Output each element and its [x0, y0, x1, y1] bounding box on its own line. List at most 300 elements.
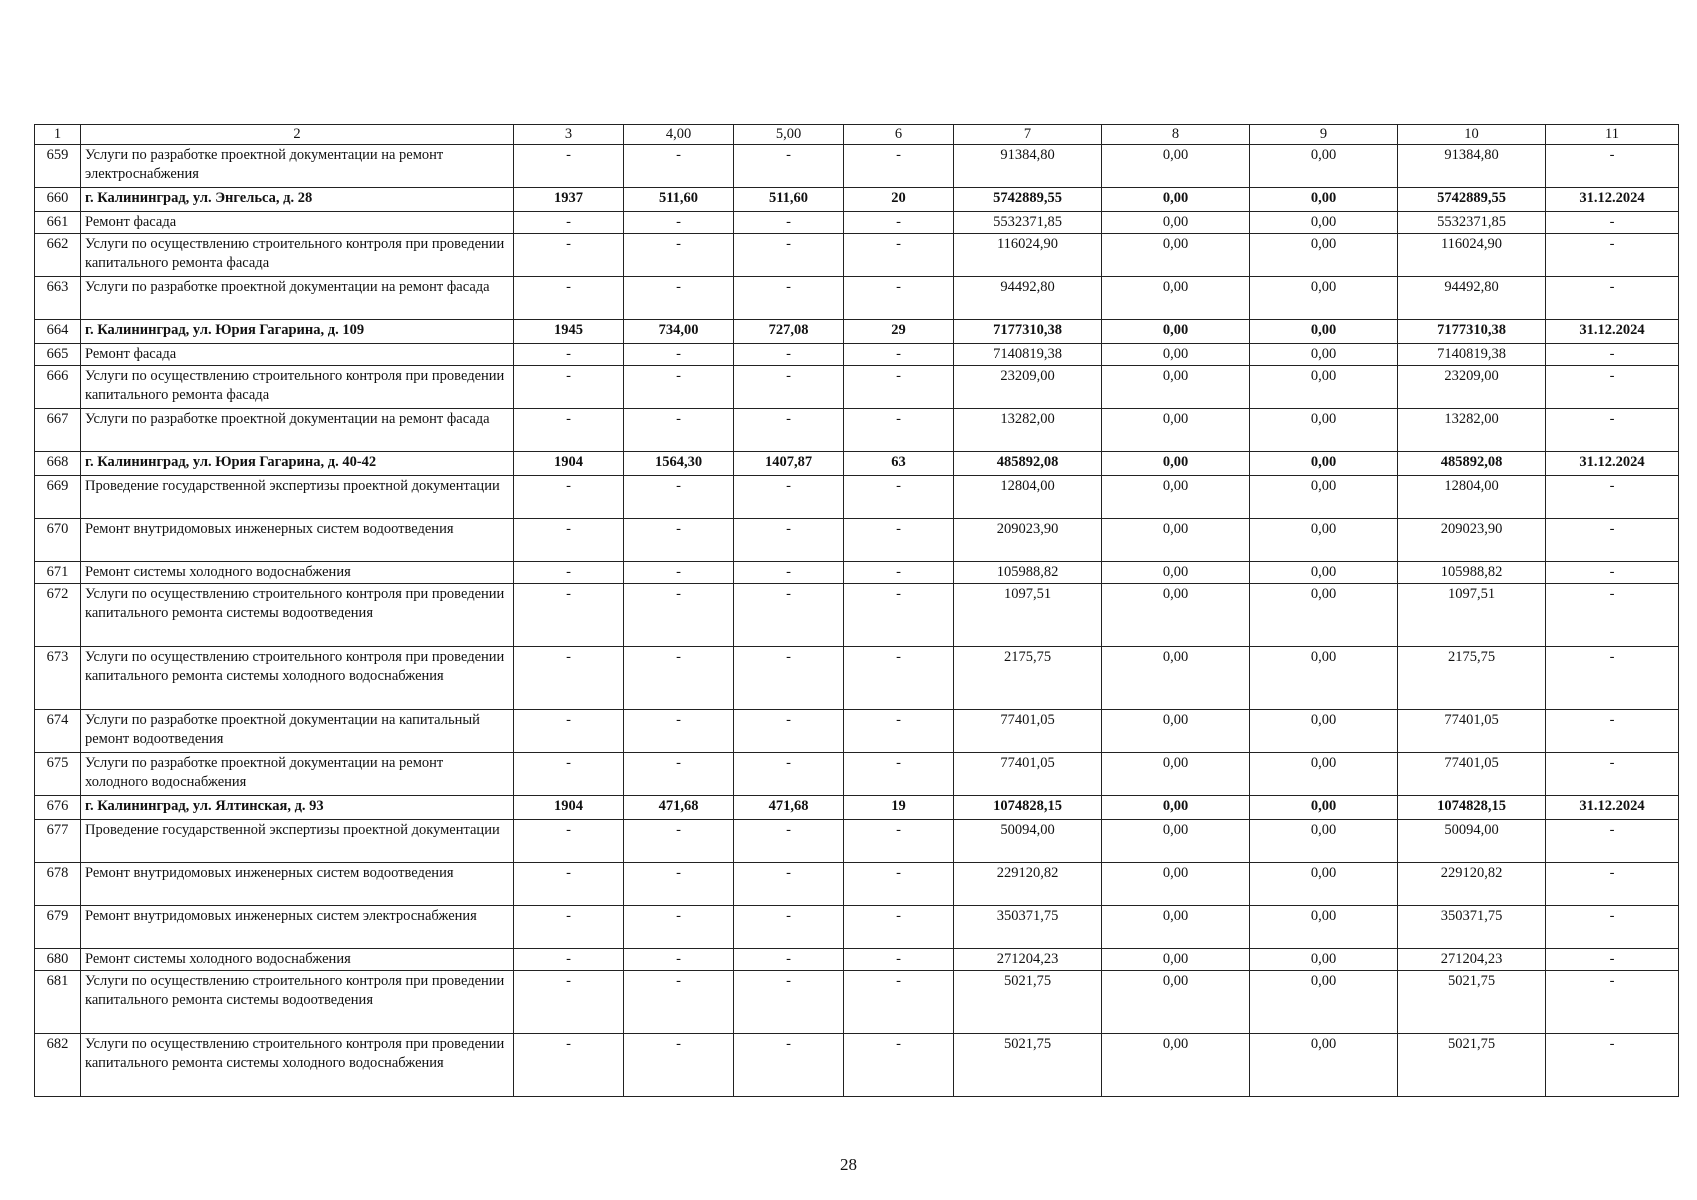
cost-col8-cell: 0,00 — [1102, 1034, 1250, 1097]
area-total-cell: - — [624, 234, 734, 277]
cost-col8-cell: 0,00 — [1102, 188, 1250, 212]
cost-col10-cell: 5021,75 — [1398, 1034, 1546, 1097]
cost-total-cell: 105988,82 — [954, 562, 1102, 584]
area-living-cell: - — [734, 863, 844, 906]
deadline-cell: - — [1546, 647, 1679, 710]
year-cell: 1945 — [514, 320, 624, 344]
cost-total-cell: 2175,75 — [954, 647, 1102, 710]
cost-col8-cell: 0,00 — [1102, 409, 1250, 452]
cost-col9-cell: 0,00 — [1250, 519, 1398, 562]
cost-col8-cell: 0,00 — [1102, 320, 1250, 344]
cost-col9-cell: 0,00 — [1250, 820, 1398, 863]
cost-col10-cell: 50094,00 — [1398, 820, 1546, 863]
area-total-cell: - — [624, 971, 734, 1034]
deadline-cell: - — [1546, 863, 1679, 906]
residents-cell: - — [844, 409, 954, 452]
year-cell: - — [514, 234, 624, 277]
deadline-cell: - — [1546, 234, 1679, 277]
cost-col8-cell: 0,00 — [1102, 476, 1250, 519]
cost-col9-cell: 0,00 — [1250, 971, 1398, 1034]
row-number: 675 — [35, 753, 81, 796]
row-number: 672 — [35, 584, 81, 647]
cost-col10-cell: 271204,23 — [1398, 949, 1546, 971]
work-description: Ремонт фасада — [81, 344, 514, 366]
cost-col9-cell: 0,00 — [1250, 584, 1398, 647]
work-description: Услуги по осуществлению строительного контроля при проведении капитального ремонта системы водоотведения — [81, 584, 514, 647]
cost-col9-cell: 0,00 — [1250, 452, 1398, 476]
cost-col8-cell: 0,00 — [1102, 145, 1250, 188]
cost-col8-cell: 0,00 — [1102, 710, 1250, 753]
work-description: Услуги по осуществлению строительного контроля при проведении капитального ремонта фасада — [81, 234, 514, 277]
page-number: 28 — [840, 1155, 857, 1174]
area-total-cell: - — [624, 476, 734, 519]
column-header: 9 — [1250, 125, 1398, 145]
row-number: 680 — [35, 949, 81, 971]
residents-cell: - — [844, 753, 954, 796]
cost-col9-cell: 0,00 — [1250, 710, 1398, 753]
deadline-cell: - — [1546, 344, 1679, 366]
area-total-cell: - — [624, 820, 734, 863]
work-description: Ремонт системы холодного водоснабжения — [81, 562, 514, 584]
year-cell: 1904 — [514, 452, 624, 476]
area-total-cell: - — [624, 344, 734, 366]
year-cell: - — [514, 906, 624, 949]
area-living-cell: - — [734, 212, 844, 234]
row-number: 663 — [35, 277, 81, 320]
cost-col10-cell: 5742889,55 — [1398, 188, 1546, 212]
area-total-cell: - — [624, 212, 734, 234]
table-row — [35, 820, 1679, 863]
row-number: 673 — [35, 647, 81, 710]
residents-cell: - — [844, 584, 954, 647]
area-living-cell: - — [734, 971, 844, 1034]
column-header: 2 — [81, 125, 514, 145]
residents-cell: - — [844, 820, 954, 863]
cost-col9-cell: 0,00 — [1250, 753, 1398, 796]
table-row — [35, 710, 1679, 753]
deadline-cell: - — [1546, 710, 1679, 753]
cost-total-cell: 77401,05 — [954, 753, 1102, 796]
cost-total-cell: 94492,80 — [954, 277, 1102, 320]
residents-cell: - — [844, 1034, 954, 1097]
area-living-cell: - — [734, 409, 844, 452]
cost-col8-cell: 0,00 — [1102, 971, 1250, 1034]
deadline-cell: 31.12.2024 — [1546, 452, 1679, 476]
year-cell: - — [514, 971, 624, 1034]
area-living-cell: - — [734, 519, 844, 562]
table-row — [35, 584, 1679, 647]
year-cell: - — [514, 584, 624, 647]
cost-col9-cell: 0,00 — [1250, 188, 1398, 212]
row-number: 677 — [35, 820, 81, 863]
cost-total-cell: 91384,80 — [954, 145, 1102, 188]
row-number: 681 — [35, 971, 81, 1034]
work-description: Ремонт внутридомовых инженерных систем электроснабжения — [81, 906, 514, 949]
row-number: 664 — [35, 320, 81, 344]
cost-total-cell: 7140819,38 — [954, 344, 1102, 366]
residents-cell: - — [844, 562, 954, 584]
cost-col10-cell: 5021,75 — [1398, 971, 1546, 1034]
cost-col9-cell: 0,00 — [1250, 320, 1398, 344]
cost-col10-cell: 105988,82 — [1398, 562, 1546, 584]
work-description: Ремонт внутридомовых инженерных систем водоотведения — [81, 863, 514, 906]
area-living-cell: - — [734, 366, 844, 409]
row-number: 659 — [35, 145, 81, 188]
year-cell: - — [514, 863, 624, 906]
area-total-cell: - — [624, 409, 734, 452]
row-number: 676 — [35, 796, 81, 820]
cost-total-cell: 5532371,85 — [954, 212, 1102, 234]
table-header-row — [35, 125, 1679, 145]
cost-total-cell: 116024,90 — [954, 234, 1102, 277]
cost-total-cell: 209023,90 — [954, 519, 1102, 562]
cost-col8-cell: 0,00 — [1102, 647, 1250, 710]
cost-col9-cell: 0,00 — [1250, 647, 1398, 710]
deadline-cell: - — [1546, 820, 1679, 863]
cost-total-cell: 23209,00 — [954, 366, 1102, 409]
area-total-cell: - — [624, 710, 734, 753]
cost-total-cell: 271204,23 — [954, 949, 1102, 971]
year-cell: 1904 — [514, 796, 624, 820]
area-living-cell: 471,68 — [734, 796, 844, 820]
year-cell: - — [514, 710, 624, 753]
deadline-cell: - — [1546, 277, 1679, 320]
cost-total-cell: 13282,00 — [954, 409, 1102, 452]
work-description: Услуги по разработке проектной документации на ремонт фасада — [81, 409, 514, 452]
row-number: 679 — [35, 906, 81, 949]
table-row — [35, 476, 1679, 519]
work-description: Проведение государственной экспертизы проектной документации — [81, 476, 514, 519]
deadline-cell: - — [1546, 476, 1679, 519]
cost-total-cell: 1074828,15 — [954, 796, 1102, 820]
residents-cell: 19 — [844, 796, 954, 820]
area-total-cell: - — [624, 584, 734, 647]
year-cell: - — [514, 519, 624, 562]
cost-col8-cell: 0,00 — [1102, 344, 1250, 366]
work-description: Ремонт системы холодного водоснабжения — [81, 949, 514, 971]
area-living-cell: 511,60 — [734, 188, 844, 212]
cost-total-cell: 7177310,38 — [954, 320, 1102, 344]
area-total-cell: 471,68 — [624, 796, 734, 820]
row-number: 682 — [35, 1034, 81, 1097]
year-cell: - — [514, 409, 624, 452]
cost-total-cell: 5021,75 — [954, 971, 1102, 1034]
cost-col10-cell: 94492,80 — [1398, 277, 1546, 320]
residents-cell: 20 — [844, 188, 954, 212]
cost-col10-cell: 229120,82 — [1398, 863, 1546, 906]
residents-cell: - — [844, 863, 954, 906]
cost-col10-cell: 23209,00 — [1398, 366, 1546, 409]
cost-col9-cell: 0,00 — [1250, 344, 1398, 366]
deadline-cell: - — [1546, 971, 1679, 1034]
residents-cell: - — [844, 344, 954, 366]
cost-col8-cell: 0,00 — [1102, 584, 1250, 647]
cost-total-cell: 485892,08 — [954, 452, 1102, 476]
cost-col10-cell: 116024,90 — [1398, 234, 1546, 277]
area-total-cell: - — [624, 647, 734, 710]
area-total-cell: 1564,30 — [624, 452, 734, 476]
residents-cell: - — [844, 277, 954, 320]
cost-col10-cell: 7177310,38 — [1398, 320, 1546, 344]
deadline-cell: - — [1546, 1034, 1679, 1097]
cost-col9-cell: 0,00 — [1250, 863, 1398, 906]
work-description: Ремонт фасада — [81, 212, 514, 234]
row-number: 666 — [35, 366, 81, 409]
year-cell: - — [514, 277, 624, 320]
row-number: 670 — [35, 519, 81, 562]
work-description: Услуги по разработке проектной документации на ремонт электроснабжения — [81, 145, 514, 188]
residents-cell: - — [844, 519, 954, 562]
deadline-cell: - — [1546, 519, 1679, 562]
cost-total-cell: 5742889,55 — [954, 188, 1102, 212]
table-body — [35, 145, 1679, 1097]
table-row — [35, 863, 1679, 906]
work-description: Услуги по осуществлению строительного контроля при проведении капитального ремонта фасада — [81, 366, 514, 409]
residents-cell: - — [844, 476, 954, 519]
area-living-cell: - — [734, 277, 844, 320]
area-total-cell: - — [624, 949, 734, 971]
year-cell: - — [514, 344, 624, 366]
year-cell: - — [514, 1034, 624, 1097]
address-row — [35, 320, 1679, 344]
residents-cell: - — [844, 647, 954, 710]
area-living-cell: - — [734, 1034, 844, 1097]
work-description: Услуги по осуществлению строительного контроля при проведении капитального ремонта системы холодного водоснабжения — [81, 647, 514, 710]
area-living-cell: - — [734, 820, 844, 863]
area-living-cell: 1407,87 — [734, 452, 844, 476]
residents-cell: - — [844, 906, 954, 949]
cost-col10-cell: 2175,75 — [1398, 647, 1546, 710]
residents-cell: - — [844, 971, 954, 1034]
area-total-cell: - — [624, 863, 734, 906]
row-number: 678 — [35, 863, 81, 906]
area-living-cell: - — [734, 562, 844, 584]
deadline-cell: - — [1546, 212, 1679, 234]
deadline-cell: - — [1546, 562, 1679, 584]
residents-cell: - — [844, 145, 954, 188]
cost-col10-cell: 13282,00 — [1398, 409, 1546, 452]
area-living-cell: - — [734, 344, 844, 366]
table-row — [35, 366, 1679, 409]
column-header: 11 — [1546, 125, 1679, 145]
cost-total-cell: 5021,75 — [954, 1034, 1102, 1097]
work-description: г. Калининград, ул. Юрия Гагарина, д. 109 — [81, 320, 514, 344]
residents-cell: - — [844, 710, 954, 753]
cost-col9-cell: 0,00 — [1250, 1034, 1398, 1097]
cost-col8-cell: 0,00 — [1102, 277, 1250, 320]
column-header: 7 — [954, 125, 1102, 145]
residents-cell: 63 — [844, 452, 954, 476]
table-row — [35, 234, 1679, 277]
cost-col10-cell: 209023,90 — [1398, 519, 1546, 562]
cost-total-cell: 229120,82 — [954, 863, 1102, 906]
area-living-cell: - — [734, 584, 844, 647]
cost-col8-cell: 0,00 — [1102, 753, 1250, 796]
deadline-cell: 31.12.2024 — [1546, 796, 1679, 820]
year-cell: - — [514, 647, 624, 710]
cost-col8-cell: 0,00 — [1102, 820, 1250, 863]
cost-total-cell: 1097,51 — [954, 584, 1102, 647]
area-living-cell: - — [734, 753, 844, 796]
table-row — [35, 519, 1679, 562]
area-living-cell: - — [734, 949, 844, 971]
area-total-cell: - — [624, 906, 734, 949]
table-row — [35, 906, 1679, 949]
cost-total-cell: 77401,05 — [954, 710, 1102, 753]
cost-total-cell: 12804,00 — [954, 476, 1102, 519]
cost-col9-cell: 0,00 — [1250, 949, 1398, 971]
cost-total-cell: 350371,75 — [954, 906, 1102, 949]
area-living-cell: - — [734, 647, 844, 710]
work-description: Услуги по осуществлению строительного контроля при проведении капитального ремонта системы холодного водоснабжения — [81, 1034, 514, 1097]
area-total-cell: 511,60 — [624, 188, 734, 212]
deadline-cell: - — [1546, 366, 1679, 409]
table-row — [35, 409, 1679, 452]
year-cell: - — [514, 949, 624, 971]
cost-col10-cell: 7140819,38 — [1398, 344, 1546, 366]
row-number: 669 — [35, 476, 81, 519]
area-total-cell: - — [624, 1034, 734, 1097]
cost-col8-cell: 0,00 — [1102, 562, 1250, 584]
cost-col8-cell: 0,00 — [1102, 366, 1250, 409]
cost-col10-cell: 77401,05 — [1398, 753, 1546, 796]
cost-col9-cell: 0,00 — [1250, 212, 1398, 234]
cost-col10-cell: 1097,51 — [1398, 584, 1546, 647]
table-row — [35, 647, 1679, 710]
year-cell: - — [514, 562, 624, 584]
area-living-cell: - — [734, 234, 844, 277]
cost-col8-cell: 0,00 — [1102, 452, 1250, 476]
year-cell: - — [514, 145, 624, 188]
residents-cell: 29 — [844, 320, 954, 344]
cost-col10-cell: 485892,08 — [1398, 452, 1546, 476]
work-description: Проведение государственной экспертизы проектной документации — [81, 820, 514, 863]
table-row — [35, 562, 1679, 584]
work-description: Ремонт внутридомовых инженерных систем водоотведения — [81, 519, 514, 562]
residents-cell: - — [844, 949, 954, 971]
row-number: 662 — [35, 234, 81, 277]
cost-col10-cell: 77401,05 — [1398, 710, 1546, 753]
table-row — [35, 971, 1679, 1034]
cost-col10-cell: 1074828,15 — [1398, 796, 1546, 820]
row-number: 667 — [35, 409, 81, 452]
area-total-cell: - — [624, 366, 734, 409]
cost-col8-cell: 0,00 — [1102, 949, 1250, 971]
year-cell: - — [514, 212, 624, 234]
cost-col9-cell: 0,00 — [1250, 366, 1398, 409]
cost-col9-cell: 0,00 — [1250, 277, 1398, 320]
cost-total-cell: 50094,00 — [954, 820, 1102, 863]
area-living-cell: 727,08 — [734, 320, 844, 344]
year-cell: 1937 — [514, 188, 624, 212]
column-header: 10 — [1398, 125, 1546, 145]
cost-col8-cell: 0,00 — [1102, 234, 1250, 277]
deadline-cell: 31.12.2024 — [1546, 188, 1679, 212]
area-total-cell: - — [624, 277, 734, 320]
cost-col9-cell: 0,00 — [1250, 796, 1398, 820]
column-header: 4,00 — [624, 125, 734, 145]
deadline-cell: - — [1546, 145, 1679, 188]
cost-col10-cell: 12804,00 — [1398, 476, 1546, 519]
area-living-cell: - — [734, 710, 844, 753]
deadline-cell: 31.12.2024 — [1546, 320, 1679, 344]
residents-cell: - — [844, 366, 954, 409]
residents-cell: - — [844, 212, 954, 234]
cost-col9-cell: 0,00 — [1250, 476, 1398, 519]
column-header: 5,00 — [734, 125, 844, 145]
column-header: 1 — [35, 125, 81, 145]
deadline-cell: - — [1546, 906, 1679, 949]
area-total-cell: 734,00 — [624, 320, 734, 344]
column-header: 6 — [844, 125, 954, 145]
cost-col10-cell: 350371,75 — [1398, 906, 1546, 949]
cost-col10-cell: 5532371,85 — [1398, 212, 1546, 234]
area-living-cell: - — [734, 476, 844, 519]
works-table — [34, 124, 1679, 1097]
cost-col9-cell: 0,00 — [1250, 562, 1398, 584]
deadline-cell: - — [1546, 409, 1679, 452]
work-description: Услуги по разработке проектной документации на ремонт холодного водоснабжения — [81, 753, 514, 796]
cost-col8-cell: 0,00 — [1102, 519, 1250, 562]
cost-col8-cell: 0,00 — [1102, 796, 1250, 820]
address-row — [35, 188, 1679, 212]
table-row — [35, 212, 1679, 234]
row-number: 674 — [35, 710, 81, 753]
area-total-cell: - — [624, 519, 734, 562]
row-number: 671 — [35, 562, 81, 584]
table-row — [35, 277, 1679, 320]
row-number: 660 — [35, 188, 81, 212]
year-cell: - — [514, 476, 624, 519]
area-living-cell: - — [734, 145, 844, 188]
deadline-cell: - — [1546, 753, 1679, 796]
table-row — [35, 753, 1679, 796]
year-cell: - — [514, 820, 624, 863]
work-description: Услуги по осуществлению строительного контроля при проведении капитального ремонта системы водоотведения — [81, 971, 514, 1034]
table-row — [35, 344, 1679, 366]
column-header: 3 — [514, 125, 624, 145]
area-living-cell: - — [734, 906, 844, 949]
cost-col9-cell: 0,00 — [1250, 145, 1398, 188]
residents-cell: - — [844, 234, 954, 277]
work-description: г. Калининград, ул. Энгельса, д. 28 — [81, 188, 514, 212]
year-cell: - — [514, 753, 624, 796]
work-description: Услуги по разработке проектной документации на капитальный ремонт водоотведения — [81, 710, 514, 753]
deadline-cell: - — [1546, 949, 1679, 971]
cost-col10-cell: 91384,80 — [1398, 145, 1546, 188]
cost-col9-cell: 0,00 — [1250, 906, 1398, 949]
deadline-cell: - — [1546, 584, 1679, 647]
area-total-cell: - — [624, 753, 734, 796]
cost-col8-cell: 0,00 — [1102, 863, 1250, 906]
table-row — [35, 1034, 1679, 1097]
cost-col9-cell: 0,00 — [1250, 409, 1398, 452]
year-cell: - — [514, 366, 624, 409]
cost-col8-cell: 0,00 — [1102, 212, 1250, 234]
table-row — [35, 949, 1679, 971]
work-description: г. Калининград, ул. Ялтинская, д. 93 — [81, 796, 514, 820]
work-description: Услуги по разработке проектной документации на ремонт фасада — [81, 277, 514, 320]
row-number: 661 — [35, 212, 81, 234]
row-number: 668 — [35, 452, 81, 476]
address-row — [35, 452, 1679, 476]
column-header: 8 — [1102, 125, 1250, 145]
work-description: г. Калининград, ул. Юрия Гагарина, д. 40-42 — [81, 452, 514, 476]
address-row — [35, 796, 1679, 820]
cost-col8-cell: 0,00 — [1102, 906, 1250, 949]
cost-col9-cell: 0,00 — [1250, 234, 1398, 277]
row-number: 665 — [35, 344, 81, 366]
